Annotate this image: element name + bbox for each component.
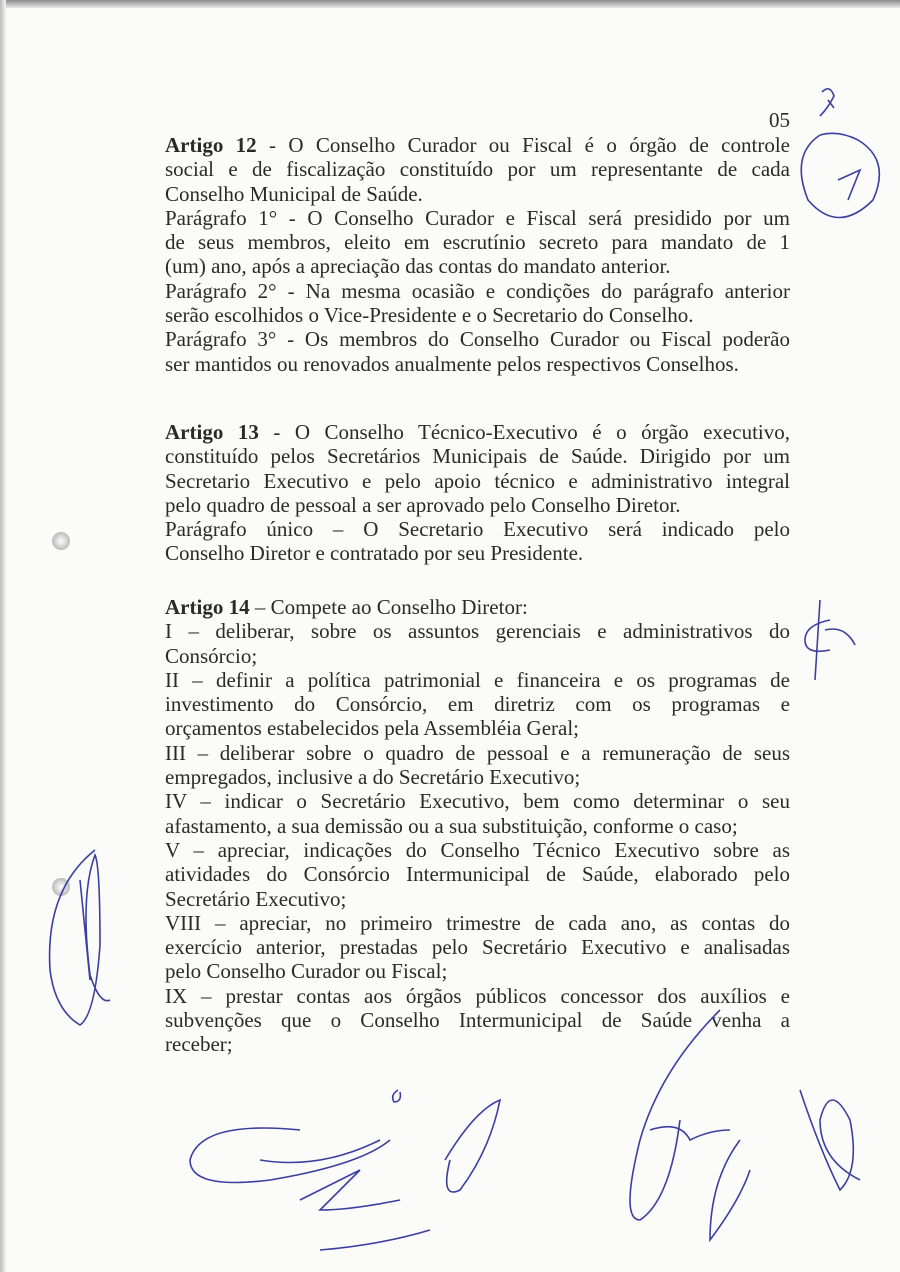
- punch-hole: [52, 878, 70, 896]
- page-number: 05: [769, 108, 790, 132]
- text-line: [165, 984, 790, 1008]
- line-text: - O Conselho Técnico-Executivo é o órgão executivo,: [258, 420, 790, 444]
- line-text: social e de fiscalização constituído por um representante de cada: [165, 157, 790, 182]
- line-text: constituído pelos Secretários Municipais de Saúde. Dirigido por um: [165, 444, 790, 469]
- line-text: V – apreciar, indicações do Conselho Técnico Executivo sobre as: [165, 837, 790, 862]
- text-line: [165, 959, 790, 983]
- signature-left-margin: [50, 850, 110, 1025]
- text-line: [165, 517, 790, 541]
- line-text: Conselho Municipal de Saúde.: [165, 181, 423, 206]
- scan-top-edge: [0, 0, 900, 8]
- article-heading: Artigo 14: [165, 595, 250, 619]
- text-line: [165, 469, 790, 493]
- text-line: [165, 595, 790, 619]
- text-line: [165, 692, 790, 716]
- article-heading: Artigo 13: [165, 420, 259, 444]
- text-line: [165, 935, 790, 959]
- text-line: [165, 619, 790, 643]
- text-line: [165, 1008, 790, 1032]
- line-text: Consórcio;: [165, 643, 258, 668]
- line-text: pelo quadro de pessoal a ser aprovado pelo Conselho Diretor.: [165, 492, 681, 517]
- text-line: [165, 352, 790, 376]
- line-text: empregados, inclusive a do Secretário Executivo;: [165, 765, 581, 790]
- line-text: Parágrafo 1° - O Conselho Curador e Fiscal será presidido por um: [165, 205, 790, 230]
- line-text: Secretario Executivo e pelo apoio técnico e administrativo integral: [165, 468, 790, 493]
- line-text: - O Conselho Curador ou Fiscal é o órgão de controle: [256, 133, 790, 157]
- line-text: ser mantidos ou renovados anualmente pelos respectivos Conselhos.: [165, 351, 739, 376]
- line-text: – Compete ao Conselho Diretor:: [249, 595, 528, 619]
- line-text: Secretário Executivo;: [165, 886, 347, 911]
- line-text: VIII – apreciar, no primeiro trimestre de cada ano, as contas do: [165, 910, 790, 935]
- line-text: II – definir a política patrimonial e financeira e os programas de: [165, 667, 790, 692]
- line-text: investimento do Consórcio, em diretriz com os programas e: [165, 692, 790, 717]
- signature-bottom-1: [190, 1128, 430, 1250]
- text-line: [165, 541, 790, 565]
- punch-hole: [52, 532, 70, 550]
- text-line: [165, 765, 790, 789]
- text-line: [165, 644, 790, 668]
- line-text: de seus membros, eleito em escrutínio secreto para mandato de 1: [165, 230, 790, 255]
- line-text: atividades do Consórcio Intermunicipal de Saúde, elaborado pelo: [165, 862, 790, 887]
- text-line: [165, 814, 790, 838]
- line-text: Conselho Diretor e contratado por seu Presidente.: [165, 541, 584, 566]
- line-text: (um) ano, após a apreciação das contas do mandato anterior.: [165, 254, 671, 279]
- text-line: [165, 254, 790, 278]
- text-line: [165, 230, 790, 254]
- line-text: receber;: [165, 1032, 233, 1057]
- text-line: [165, 279, 790, 303]
- signature-bottom-2: [393, 1090, 500, 1192]
- initials-right-middle: [805, 600, 855, 680]
- initials-top-right: [801, 89, 879, 218]
- line-text: Parágrafo 2° - Na mesma ocasião e condições do parágrafo anterior: [165, 278, 790, 303]
- article-12: [165, 133, 790, 376]
- line-text: IV – indicar o Secretário Executivo, bem como determinar o seu: [165, 789, 790, 814]
- text-line: [165, 716, 790, 740]
- line-text: I – deliberar, sobre os assuntos gerenciais e administrativos do: [165, 619, 790, 644]
- line-text: Parágrafo 3° - Os membros do Conselho Curador ou Fiscal poderão: [165, 327, 790, 352]
- article-14: [165, 595, 790, 1057]
- text-line: [165, 303, 790, 327]
- text-line: [165, 444, 790, 468]
- text-line: [165, 420, 790, 444]
- line-text: subvenções que o Conselho Intermunicipal de Saúde venha a: [165, 1008, 790, 1033]
- text-line: [165, 862, 790, 886]
- line-text: exercício anterior, prestadas pelo Secretário Executivo e analisadas: [165, 935, 790, 960]
- text-line: [165, 789, 790, 813]
- text-line: [165, 493, 790, 517]
- line-text: IX – prestar contas aos órgãos públicos concessor dos auxílios e: [165, 983, 790, 1008]
- text-line: [165, 206, 790, 230]
- signature-bottom-4: [800, 1090, 860, 1190]
- text-line: [165, 1032, 790, 1056]
- article-heading: Artigo 12: [165, 133, 257, 157]
- line-text: orçamentos estabelecidos pela Assembléia Geral;: [165, 716, 580, 741]
- text-line: [165, 668, 790, 692]
- text-line: [165, 741, 790, 765]
- article-13: [165, 420, 790, 566]
- text-line: [165, 838, 790, 862]
- line-text: pelo Conselho Curador ou Fiscal;: [165, 959, 448, 984]
- text-line: [165, 887, 790, 911]
- text-line: [165, 911, 790, 935]
- line-text: III – deliberar sobre o quadro de pessoal e a remuneração de seus: [165, 740, 790, 765]
- text-line: [165, 157, 790, 181]
- text-line: [165, 327, 790, 351]
- scan-left-edge: [0, 0, 6, 1272]
- line-text: serão escolhidos o Vice-Presidente e o Secretario do Conselho.: [165, 303, 694, 328]
- text-line: [165, 133, 790, 157]
- line-text: afastamento, a sua demissão ou a sua substituição, conforme o caso;: [165, 813, 738, 838]
- line-text: Parágrafo único – O Secretario Executivo será indicado pelo: [165, 517, 790, 542]
- text-line: [165, 182, 790, 206]
